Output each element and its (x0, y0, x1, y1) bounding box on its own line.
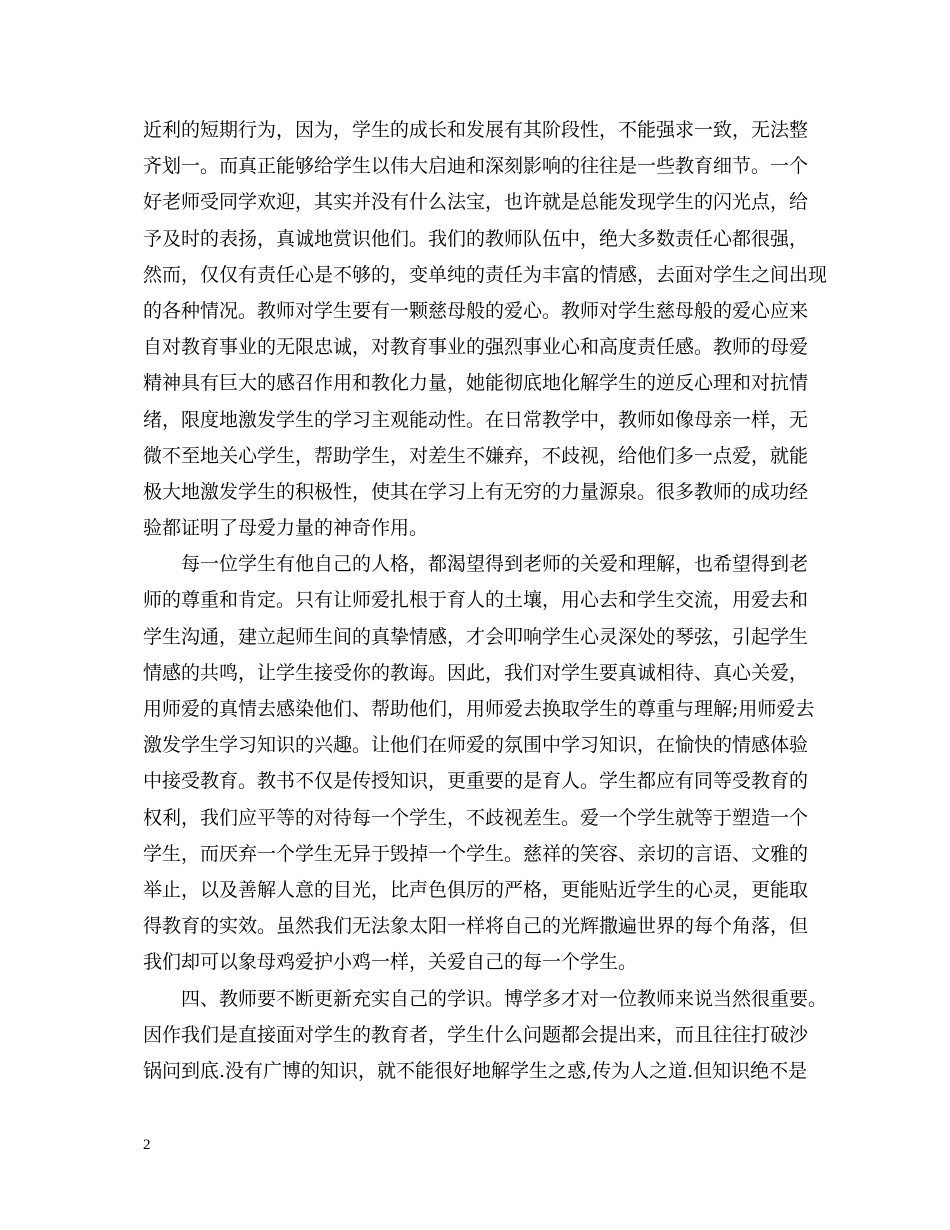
paragraph-first-line: 四、教师要不断更新充实自己的学识。博学多才对一位教师来说当然很重要。 (181, 987, 828, 1010)
text-line: 极大地激发学生的积极性，使其在学习上有无穷的力量源泉。很多教师的成功经 (143, 480, 809, 503)
text-line: 精神具有巨大的感召作用和教化力量，她能彻底地化解学生的逆反心理和对抗情 (143, 372, 809, 395)
text-line: 因作我们是直接面对学生的教育者，学生什么问题都会提出来，而且往往打破沙 (143, 1023, 809, 1046)
text-line: 举止，以及善解人意的目光，比声色俱厉的严格，更能贴近学生的心灵，更能取 (143, 878, 809, 901)
text-line: 自对教育事业的无限忠诚，对教育事业的强烈事业心和高度责任感。教师的母爱 (143, 336, 809, 359)
page-number: 2 (143, 1137, 151, 1153)
text-line: 的各种情况。教师对学生要有一颗慈母般的爱心。教师对学生慈母般的爱心应来 (143, 299, 809, 322)
text-line: 学生沟通，建立起师生间的真挚情感，才会叩响学生心灵深处的琴弦，引起学生 (143, 625, 809, 648)
text-line: 学生，而厌弃一个学生无异于毁掉一个学生。慈祥的笑容、亲切的言语、文雅的 (143, 842, 809, 865)
text-line: 近利的短期行为，因为，学生的成长和发展有其阶段性，不能强求一致，无法整 (143, 119, 809, 141)
text-line: 用师爱的真情去感染他们、帮助他们，用师爱去换取学生的尊重与理解;用师爱去 (143, 698, 815, 720)
text-line: 得教育的实效。虽然我们无法象太阳一样将自己的光辉撒遍世界的每个角落，但 (143, 915, 809, 938)
body-text (143, 112, 828, 1089)
text-line: 然而，仅仅有责任心是不够的，变单纯的责任为丰富的情感，去面对学生之间出现 (143, 263, 828, 286)
text-line: 我们却可以象母鸡爱护小鸡一样，关爱自己的每一个学生。 (143, 951, 638, 974)
text-line: 情感的共鸣，让学生接受你的教诲。因此，我们对学生要真诚相待、真心关爱， (143, 661, 809, 684)
text-line: 权利，我们应平等的对待每一个学生，不歧视差生。爱一个学生就等于塑造一个 (143, 806, 809, 829)
text-line: 微不至地关心学生，帮助学生，对差生不嫌弃，不歧视，给他们多一点爱，就能 (143, 444, 809, 467)
text-line: 验都证明了母爱力量的神奇作用。 (143, 517, 429, 540)
paragraph-first-line: 每一位学生有他自己的人格，都渴望得到老师的关爱和理解，也希望得到老 (181, 553, 809, 576)
text-line: 绪，限度地激发学生的学习主观能动性。在日常教学中，教师如像母亲一样，无 (143, 408, 809, 431)
text-line: 中接受教育。教书不仅是传授知识，更重要的是育人。学生都应有同等受教育的 (143, 770, 809, 793)
text-line: 锅问到底.没有广博的知识，就不能很好地解学生之惑,传为人之道.但知识绝不是 (143, 1059, 808, 1082)
text-line: 予及时的表扬，真诚地赏识他们。我们的教师队伍中，绝大多数责任心都很强， (143, 227, 809, 250)
text-line: 好老师受同学欢迎，其实并没有什么法宝，也许就是总能发现学生的闪光点，给 (143, 191, 809, 214)
text-line: 激发学生学习知识的兴趣。让他们在师爱的氛围中学习知识，在愉快的情感体验 (143, 734, 809, 757)
text-line: 齐划一。而真正能够给学生以伟大启迪和深刻影响的往往是一些教育细节。一个 (143, 155, 809, 178)
text-line: 师的尊重和肯定。只有让师爱扎根于育人的土壤，用心去和学生交流，用爱去和 (143, 589, 809, 612)
